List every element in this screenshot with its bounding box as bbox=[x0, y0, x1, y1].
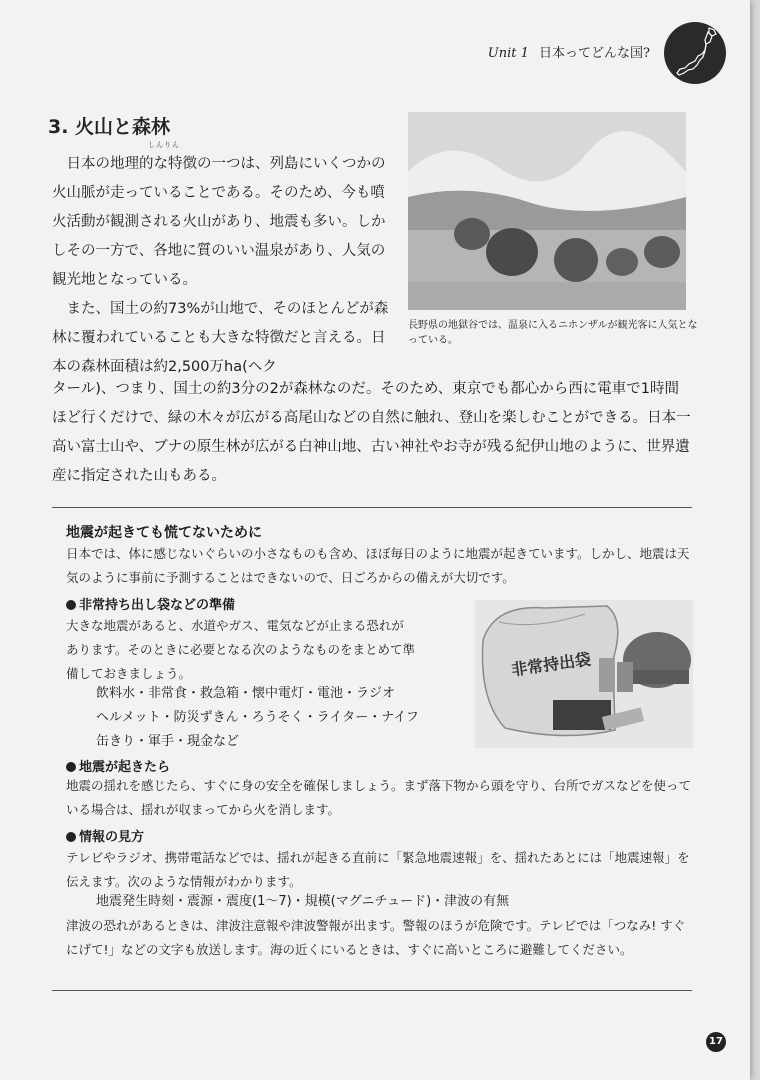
tsunami-text bbox=[66, 914, 694, 962]
emergency-kit-photo bbox=[475, 600, 693, 748]
box-bottom-rule bbox=[52, 990, 692, 991]
box-intro bbox=[66, 542, 694, 590]
subhead-emergency-bag bbox=[66, 594, 235, 613]
japan-map-icon bbox=[664, 22, 726, 84]
main-text-wide bbox=[52, 375, 692, 491]
bullet-icon bbox=[66, 600, 76, 610]
supplies-list bbox=[96, 682, 419, 754]
photo-caption: 長野県の地獄谷では、温泉に入るニホンザルが観光客に人気となっている。 bbox=[408, 320, 698, 346]
subhead-when-earthquake bbox=[66, 756, 170, 775]
paragraph-2-start: また、国土の約73%が山地で、そのほとんどが森林に覆われていることも大きな特徴だと言える。日本の森林面積は約2,500万ha(ヘク bbox=[52, 301, 389, 375]
unit-label: Unit 1 bbox=[487, 46, 529, 61]
info-line: 地震発生時刻・震源・震度(1〜7)・規模(マグニチュード)・津波の有無 bbox=[96, 894, 510, 909]
list-item: ヘルメット・防災ずきん・ろうそく・ライター・ナイフ bbox=[96, 710, 419, 725]
when-earthquake-text bbox=[66, 774, 694, 822]
box-title: 地震が起きても慌てないために bbox=[66, 525, 262, 541]
subhead-information-label: 情報の見方 bbox=[79, 830, 145, 845]
box-top-rule bbox=[52, 507, 692, 508]
emergency-bag-paragraph: 大きな地震があると、水道やガス、電気などが止まる恐れがあります。そのときに必要となる次のようなものをまとめて準備しておきましょう。 bbox=[66, 618, 416, 681]
box-intro-text: 日本では、体に感じないぐらいの小さなものも含め、ほぼ毎日のように地震が起きています。しかし、地震は天気のように事前に予測することはできないので、日ごろからの備えが大切です。 bbox=[66, 546, 690, 585]
list-item: 缶きり・軍手・現金など bbox=[96, 734, 240, 749]
bullet-icon bbox=[66, 832, 76, 842]
information-paragraph: テレビやラジオ、携帯電話などでは、揺れが起きる直前に「緊急地震速報」を、揺れたあとには「地震速報」を伝えます。次のような情報がわかります。 bbox=[66, 850, 690, 889]
tsunami-paragraph: 津波の恐れがあるときは、津波注意報や津波警報が出ます。警報のほうが危険です。テレビでは「つなみ! すぐにげて!」などの文字も放送します。海の近くにいるときは、すぐに高いところに避難してください。 bbox=[66, 918, 686, 957]
page-number: 17 bbox=[706, 1032, 726, 1052]
information-text bbox=[66, 846, 694, 894]
subhead-when-earthquake-label: 地震が起きたら bbox=[79, 760, 171, 775]
emergency-bag-text bbox=[66, 614, 416, 686]
bullet-icon bbox=[66, 762, 76, 772]
unit-title: 日本ってどんな国? bbox=[539, 46, 650, 61]
list-item: 飲料水・非常食・救急箱・懐中電灯・電池・ラジオ bbox=[96, 686, 396, 701]
paragraph-2-continued: タール)、つまり、国土の約3分の2が森林なのだ。そのため、東京でも都心から西に電車で1時間ほど行くだけで、緑の木々が広がる高尾山などの自然に触れ、登山を楽しむことができる。日本一高い富士山や、ブナの原生林が広がる白神山地、古い神社やお寺が残る紀伊山地のように、世界遺産に指定された山もある。 bbox=[52, 381, 691, 484]
paragraph-1: 日本の地理的な特徴の一つは、列島にいくつかの火山脈が走っていることである。そのため、今も噴火活動が観測される火山があり、地震も多い。しかしその一方で、各地に質のいい温泉があり、人気の観光地となっている。 bbox=[52, 156, 386, 288]
unit-header bbox=[488, 42, 650, 61]
snow-monkey-photo bbox=[408, 112, 686, 310]
main-text-narrow bbox=[52, 150, 397, 382]
title-furigana: しんりん bbox=[148, 141, 180, 149]
when-earthquake-paragraph: 地震の揺れを感じたら、すぐに身の安全を確保しましょう。まず落下物から頭を守り、台所でガスなどを使っている場合は、揺れが収まってから火を消します。 bbox=[66, 778, 692, 817]
subhead-information bbox=[66, 826, 144, 845]
bag-label: 非常持出袋 bbox=[510, 649, 593, 680]
section-title: 3. 火山と森林 bbox=[48, 116, 171, 138]
subhead-emergency-bag-label: 非常持ち出し袋などの準備 bbox=[79, 598, 236, 613]
